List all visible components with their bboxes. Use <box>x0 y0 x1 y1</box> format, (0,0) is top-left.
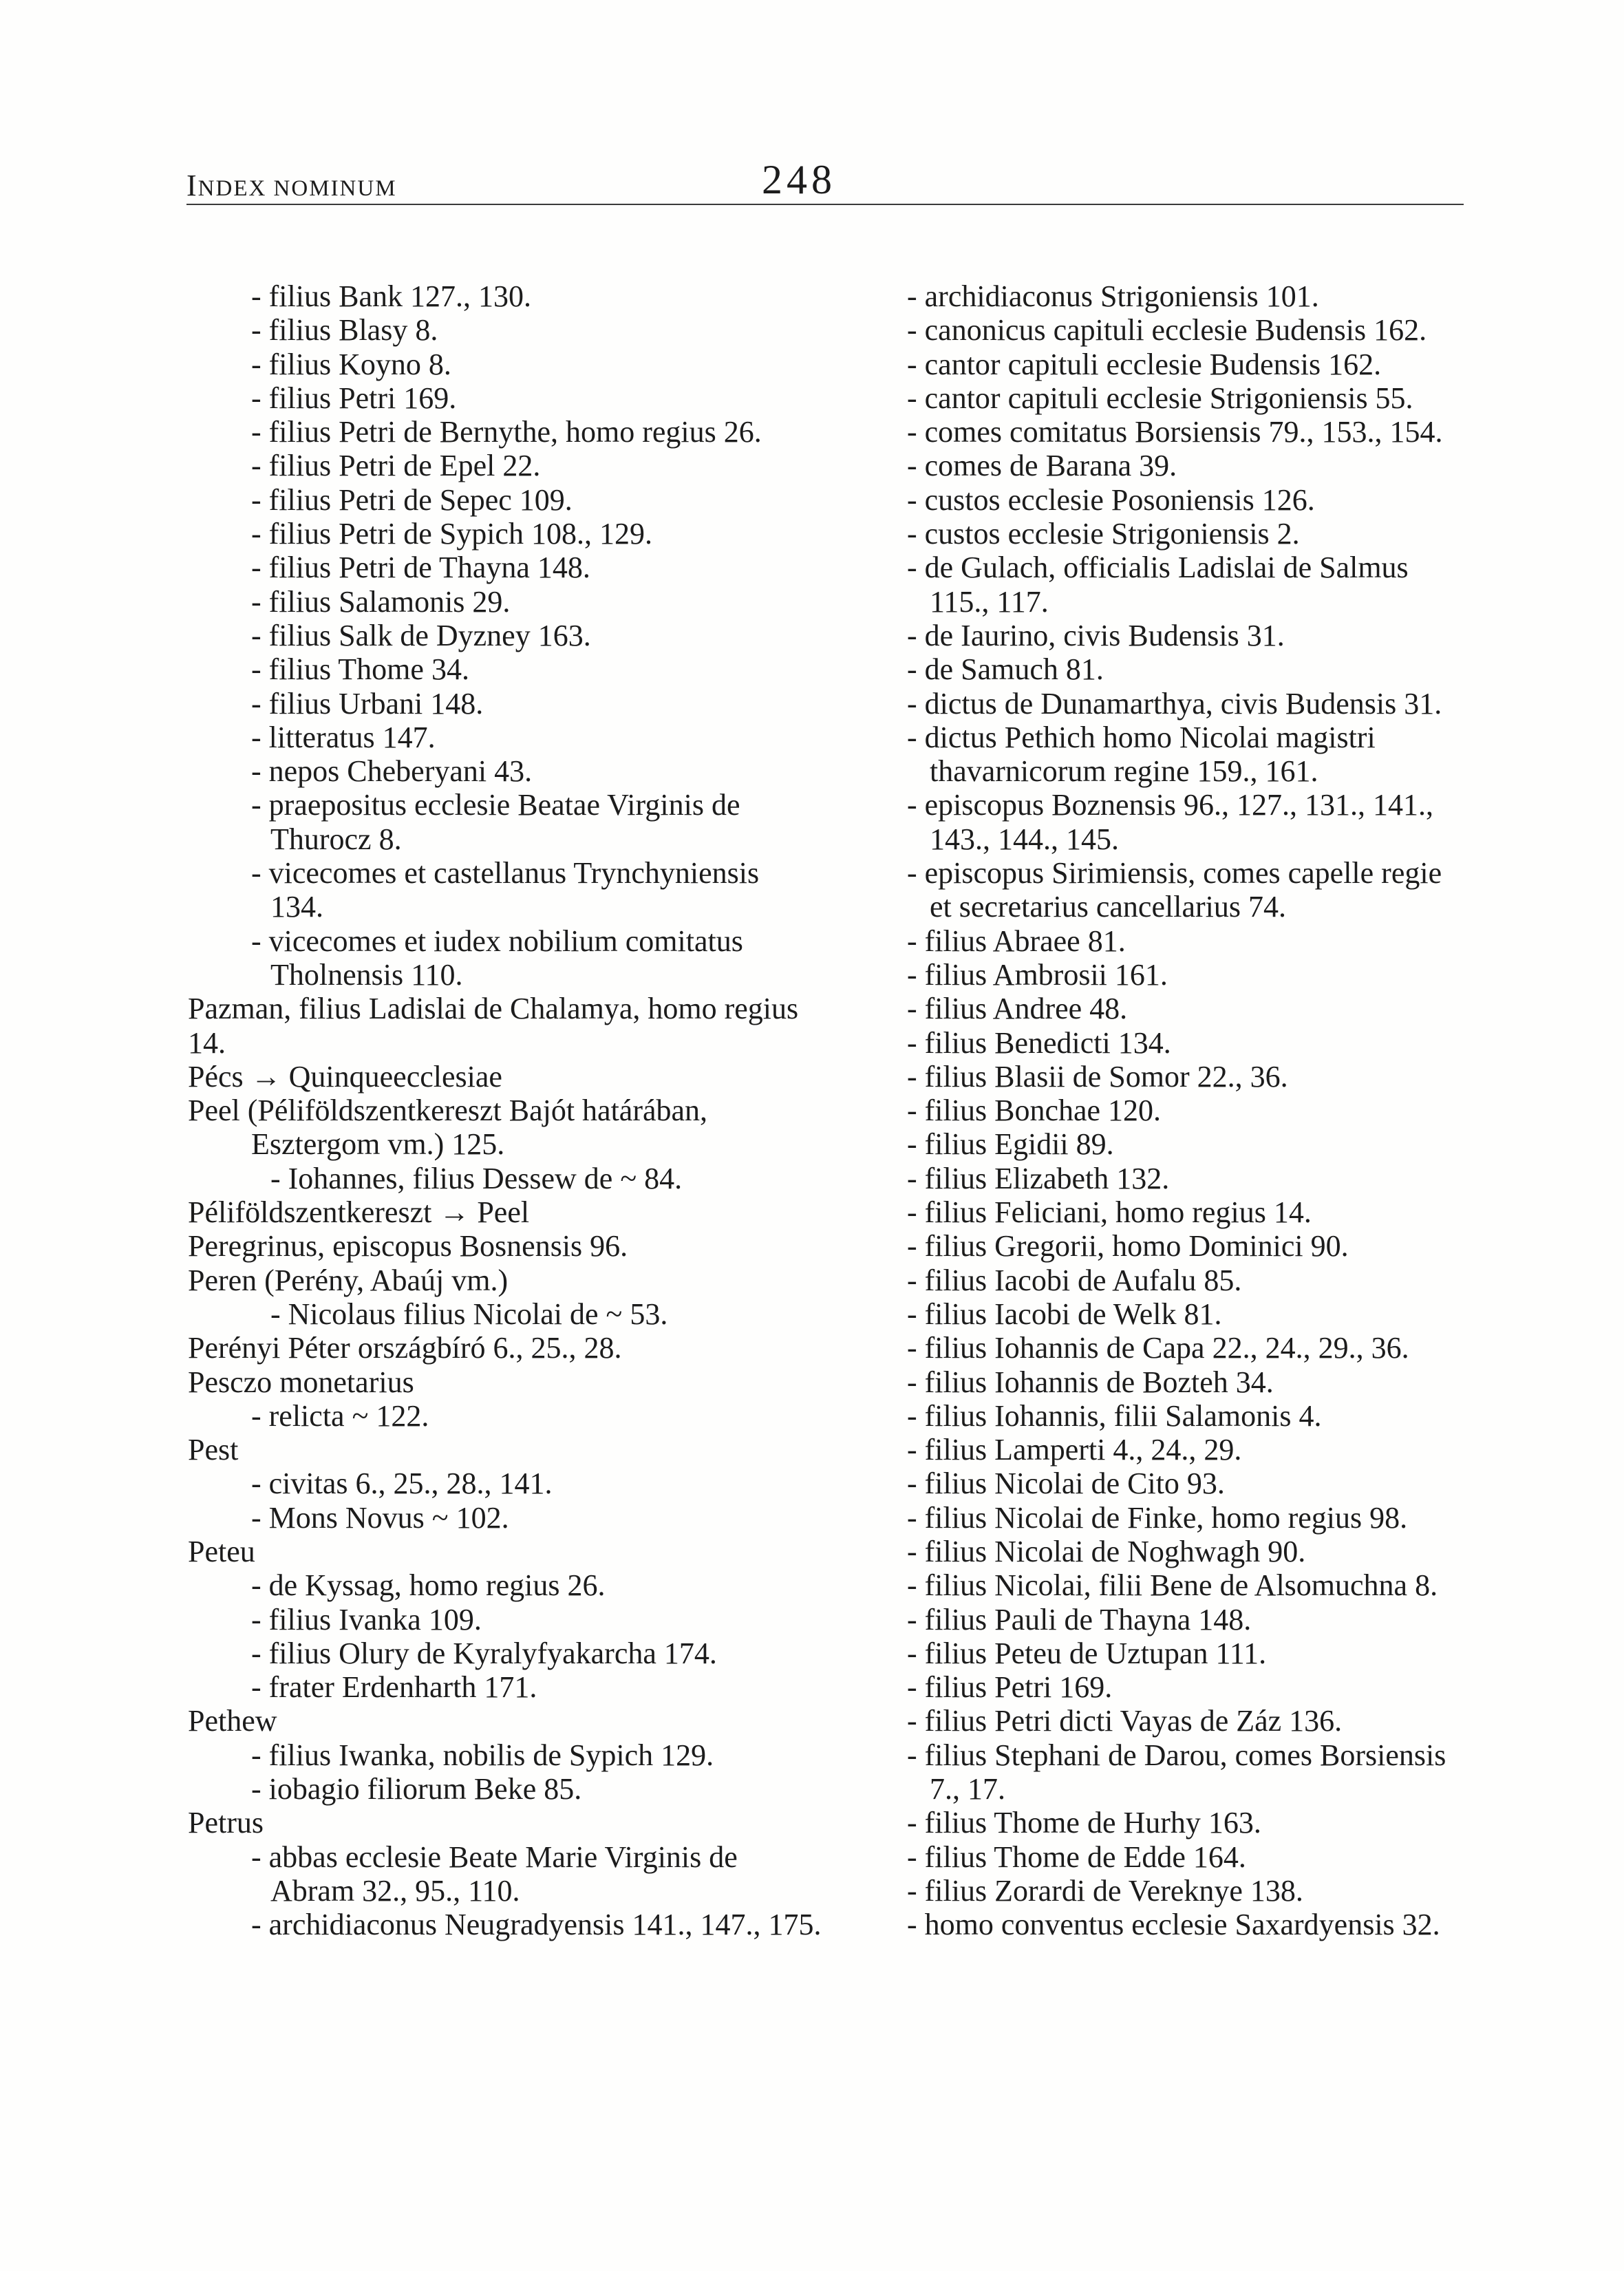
subentry-line: - comes de Barana 39. <box>907 449 1177 483</box>
subentry-line: - episcopus Boznensis 96., 127., 131., 141., <box>907 788 1434 822</box>
subentry-line: - filius Benedicti 134. <box>907 1025 1171 1060</box>
subentry-line: - filius Andree 48. <box>907 992 1128 1026</box>
continuation-line: Thurocz 8. <box>270 822 402 856</box>
headword-line: Pest <box>188 1433 239 1467</box>
subentry-line: - filius Iacobi de Welk 81. <box>907 1297 1222 1331</box>
subentry-line: - filius Lamperti 4., 24., 29. <box>907 1433 1242 1467</box>
subentry-line: - filius Thome de Hurhy 163. <box>907 1806 1261 1840</box>
headword-line: Pethew <box>188 1704 277 1738</box>
subentry-line: - filius Urbani 148. <box>251 686 484 721</box>
subentry-line: - filius Blasii de Somor 22., 36. <box>907 1059 1288 1094</box>
subentry-line: - filius Nicolai de Finke, homo regius 98. <box>907 1500 1408 1535</box>
subentry-line: - archidiaconus Neugradyensis 141., 147., 175. <box>251 1908 822 1942</box>
subentry-line: - custos ecclesie Posoniensis 126. <box>907 482 1315 517</box>
subentry-line: - vicecomes et castellanus Trynchyniensis <box>251 856 760 891</box>
subentry-line: - archidiaconus Strigoniensis 101. <box>907 279 1319 313</box>
continuation-line: Tholnensis 110. <box>270 957 463 992</box>
subentry-line: - filius Salamonis 29. <box>251 584 511 619</box>
subentry-line: - filius Iohannis de Bozteh 34. <box>907 1365 1274 1399</box>
continuation-line: 7., 17. <box>930 1772 1005 1806</box>
headword-line: Pesczo monetarius <box>188 1365 414 1399</box>
headword-line: Pazman, filius Ladislai de Chalamya, homo regius <box>188 992 799 1026</box>
subentry-line: - dictus de Dunamarthya, civis Budensis 31. <box>907 686 1442 721</box>
subentry-line: - Mons Novus ~ 102. <box>251 1500 509 1535</box>
subentry-line: - filius Blasy 8. <box>251 313 438 348</box>
subentry-line: - filius Iohannis de Capa 22., 24., 29., 36. <box>907 1331 1409 1365</box>
subentry-line: - vicecomes et iudex nobilium comitatus <box>251 924 743 958</box>
continuation-line: 134. <box>270 890 323 924</box>
subentry-line: - canonicus capituli ecclesie Budensis 162. <box>907 313 1427 348</box>
continuation-line: 115., 117. <box>930 584 1049 619</box>
subentry-line: - filius Petri de Sypich 108., 129. <box>251 517 652 551</box>
subentry-line: - filius Petri 169. <box>251 381 457 415</box>
subentry-line: - filius Iacobi de Aufalu 85. <box>907 1263 1242 1297</box>
subentry-line: - filius Feliciani, homo regius 14. <box>907 1195 1312 1230</box>
continuation-line: thavarnicorum regine 159., 161. <box>930 754 1318 789</box>
headword-line: Peteu <box>188 1534 255 1568</box>
subentry-line: - abbas ecclesie Beate Marie Virginis de <box>251 1840 738 1874</box>
subentry-line: - filius Iohannis, filii Salamonis 4. <box>907 1398 1322 1433</box>
subentry-line: - filius Abraee 81. <box>907 924 1126 958</box>
headword-line: Perényi Péter országbíró 6., 25., 28. <box>188 1331 622 1365</box>
subentry-line: - filius Petri 169. <box>907 1670 1113 1705</box>
subentry-line: - civitas 6., 25., 28., 141. <box>251 1467 553 1501</box>
subentry-line: - cantor capituli ecclesie Budensis 162. <box>907 347 1382 381</box>
subentry-line: - filius Koyno 8. <box>251 347 451 381</box>
subentry-line: - comes comitatus Borsiensis 79., 153., 154. <box>907 415 1443 449</box>
continuation-line: Esztergom vm.) 125. <box>251 1127 505 1162</box>
subentry-line: - filius Elizabeth 132. <box>907 1161 1170 1195</box>
subentry-line: - filius Pauli de Thayna 148. <box>907 1602 1252 1636</box>
subentry-line: - filius Petri de Thayna 148. <box>251 551 590 585</box>
subentry-line: - iobagio filiorum Beke 85. <box>251 1772 582 1806</box>
subentry-line: - filius Stephani de Darou, comes Borsiensis <box>907 1738 1446 1772</box>
subentry-line: - filius Nicolai, filii Bene de Alsomuchna 8. <box>907 1568 1438 1603</box>
subentry-line: - filius Bonchae 120. <box>907 1094 1162 1128</box>
right-column <box>907 279 1588 1942</box>
header-rule <box>186 204 1464 205</box>
subentry-line: - filius Iwanka, nobilis de Sypich 129. <box>251 1738 714 1772</box>
page-number: 248 <box>762 157 836 202</box>
subentry-line: - filius Salk de Dyzney 163. <box>251 618 591 652</box>
subentry-line: - filius Zorardi de Vereknye 138. <box>907 1873 1303 1908</box>
subentry-line: - episcopus Sirimiensis, comes capelle regie <box>907 856 1442 891</box>
headword-line: Peregrinus, episcopus Bosnensis 96. <box>188 1229 628 1264</box>
subentry-line: - de Iaurino, civis Budensis 31. <box>907 618 1285 652</box>
subentry-line: - filius Petri de Epel 22. <box>251 449 541 483</box>
headword-line: Pécs → Quinqueecclesiae <box>188 1059 502 1094</box>
subentry-line: - filius Ambrosii 161. <box>907 957 1168 992</box>
subentry-line: - nepos Cheberyani 43. <box>251 754 533 789</box>
subentry-line: - homo conventus ecclesie Saxardyensis 32. <box>907 1908 1440 1942</box>
subentry-line: - de Gulach, officialis Ladislai de Salmus <box>907 551 1409 585</box>
subentry-line: - Iohannes, filius Dessew de ~ 84. <box>270 1161 683 1195</box>
subentry-line: - de Samuch 81. <box>907 652 1104 687</box>
subentry-line: - filius Petri dicti Vayas de Záz 136. <box>907 1704 1343 1738</box>
subentry-line: - relicta ~ 122. <box>251 1398 429 1433</box>
subentry-line: - filius Bank 127., 130. <box>251 279 531 313</box>
continuation-line: Abram 32., 95., 110. <box>270 1873 520 1908</box>
headword-line: Péliföldszentkereszt → Peel <box>188 1195 530 1230</box>
continuation-line: 143., 144., 145. <box>930 822 1119 856</box>
headword-line: Petrus <box>188 1806 264 1840</box>
continuation-line: 14. <box>188 1025 226 1060</box>
left-column <box>188 279 883 1942</box>
subentry-line: - cantor capituli ecclesie Strigoniensis 55. <box>907 381 1413 415</box>
subentry-line: - filius Nicolai de Noghwagh 90. <box>907 1534 1306 1568</box>
subentry-line: - praepositus ecclesie Beatae Virginis de <box>251 788 740 822</box>
subentry-line: - filius Peteu de Uztupan 111. <box>907 1636 1267 1670</box>
subentry-line: - filius Petri de Bernythe, homo regius 26. <box>251 415 762 449</box>
subentry-line: - Nicolaus filius Nicolai de ~ 53. <box>270 1297 668 1331</box>
continuation-line: et secretarius cancellarius 74. <box>930 890 1286 924</box>
subentry-line: - frater Erdenharth 171. <box>251 1670 537 1705</box>
subentry-line: - filius Petri de Sepec 109. <box>251 482 573 517</box>
subentry-line: - filius Thome de Edde 164. <box>907 1840 1246 1874</box>
subentry-line: - filius Ivanka 109. <box>251 1602 482 1636</box>
headword-line: Peren (Perény, Abaúj vm.) <box>188 1263 509 1297</box>
subentry-line: - filius Thome 34. <box>251 652 469 687</box>
subentry-line: - filius Gregorii, homo Dominici 90. <box>907 1229 1349 1264</box>
subentry-line: - filius Egidii 89. <box>907 1127 1114 1162</box>
running-head-title: INDEX NOMINUM <box>186 169 397 202</box>
headword-line: Peel (Péliföldszentkereszt Bajót határában, <box>188 1094 708 1128</box>
subentry-line: - litteratus 147. <box>251 720 436 754</box>
subentry-line: - filius Nicolai de Cito 93. <box>907 1467 1225 1501</box>
subentry-line: - de Kyssag, homo regius 26. <box>251 1568 606 1603</box>
subentry-line: - dictus Pethich homo Nicolai magistri <box>907 720 1376 754</box>
subentry-line: - filius Olury de Kyralyfyakarcha 174. <box>251 1636 717 1670</box>
subentry-line: - custos ecclesie Strigoniensis 2. <box>907 517 1300 551</box>
